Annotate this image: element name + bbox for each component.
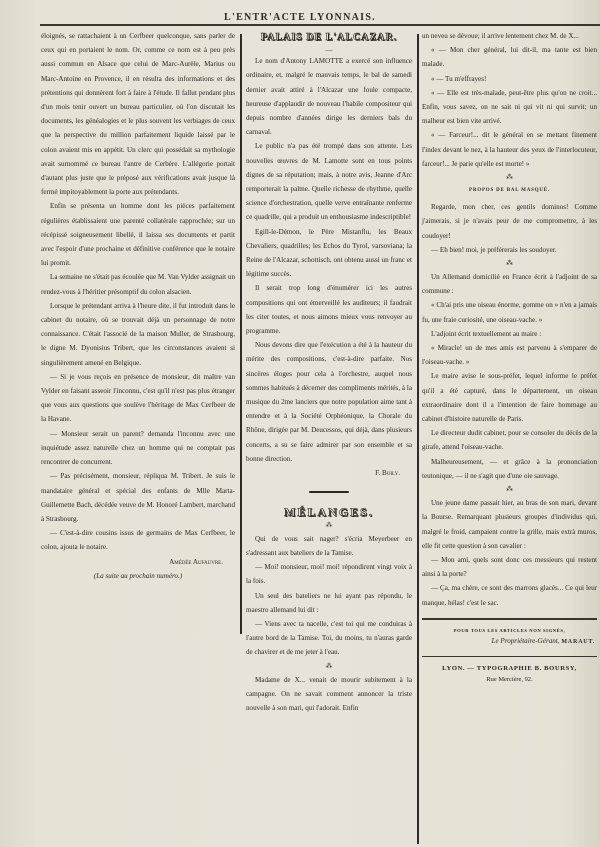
section-heading-melanges: MÉLANGES. — [284, 504, 374, 519]
heading-dash: — — [325, 46, 333, 55]
paragraph: — Monsieur serait un parent? demanda l'inconnu avec une inquiétude assez naturelle chez un homme qui ne comptait pas rencontrer de concurrent. — [41, 429, 235, 467]
paragraph: — Moi! monsieur, moi! moi! répondirent vingt voix à la fois. — [246, 563, 412, 586]
owner-label: Le Propriétaire-Gérant, — [491, 636, 560, 645]
paragraph: Le nom d'Antony LAMOTTE a exercé son influence ordinaire, et, malgré le mauvais temps, le bal de samedi dernier avait attiré à l'Alcazar une foule compacte, heureuse d'applaudir de nouveau l'habile compositeur qui depuis nombre d'années dirige les derniers bals du carnaval. — [246, 57, 412, 137]
paragraph: Lorsque le prétendant arriva à l'heure dite, il fut introduit dans le cabinet du notaire, où se trouvait déjà un personnage de notre connaissance. C'était l'associé de la maison Muller, de Strasbourg, le digne M. Dyonisius Tribert, que les circonstances avaient si singulièrement amené en Belgique. — [41, 301, 235, 367]
paragraph: Qui de vous sait nager? s'écria Meyerbeer en s'adressant aux bateliers de la Tamise. — [246, 534, 412, 557]
footer-rule-2 — [422, 656, 597, 657]
masthead: L'ENTR'ACTE LYONNAIS. — [224, 12, 376, 23]
paragraph: éloignés, se rattachaient à un Cerfbeer quelconque, sans parler de ceux qui en portaient le nom. Or, comme ce nom est à peu près aussi commun en Alsace que celui de Marc-Aurèle, Marius ou Marc-Antoine en Provence, il en résulta des informations et des prétentions qui donnèrent fort à faire à l'étude. Il fallut pendant plus d'un mois tenir ouvert un bureau particulier, où l'on discutait les documents, les généalogies et le plus souvent les verbiages de ceux que la perspective du million parfaitement liquide laissé par le colon avaient mis en appétit. Un clerc qui possédait sa mythologie avait surnommé ce bureau l'antre de Cerbère. L'allégorie portait d'autant plus juste que le préposé aux vérifications avait jusque là fermé impitoyablement la porte aux prétendants. — [41, 32, 235, 197]
paragraph: « — Tu m'effrayes! — [431, 74, 487, 83]
paragraph: — Viens avec ta nacelle, c'est toi qui me conduiras à l'autre bord de la Tamise. Toi, du moins, tu n'auras garde de chavirer et de me jeter à l'eau. — [246, 619, 412, 657]
paragraph: « Miracle! un de mes amis est parvenu à s'emparer de l'oiseau-vache. » — [422, 344, 597, 367]
paragraph: Le public n'a pas été trompé dans son attente. Les nouvelles œuvres de M. Lamotte sont en tous points dignes de sa réputation; mais, à notre avis, Jeanne d'Arc remporterait la palme. Quelle richesse de rhythme, quelle science d'orchestration, quelle verve entraînante renferme ce quadrille, qui a produit un enthousiasme indescriptible! — [246, 142, 412, 222]
section-heading-alcazar: PALAIS DE L'ALCAZAR. — [260, 32, 398, 43]
paragraph: L'adjoint écrit textuellement au maire : — [431, 329, 542, 338]
paragraph: Enfin se présenta un homme dont les pièces parfaitement régulières établissaient une parenté collatérale rapprochée; sur un récépissé soigneusement libellé, il laissa ses documents et partit avec l'espoir d'une prochaine et définitive conférence que le notaire lui promit. — [41, 202, 235, 268]
paragraph: — C'est-à-dire cousins issus de germains de Max Cerfbeer, le colon, ajouta le notaire. — [41, 529, 235, 552]
paragraph: Regarde, mon cher, ces gentils dominos! Comme j'aimerais, si je n'avais peur de me compromettre, à les coudoyer! — [422, 203, 597, 240]
ornament-divider — [246, 484, 412, 498]
masthead-rule — [40, 24, 600, 26]
paragraph: un neveu se dévoue; il arrive lentement chez M. de X... — [422, 32, 579, 40]
footer-notice: POUR TOUS LES ARTICLES NON SIGNÉS, — [453, 627, 566, 633]
column-divider-1 — [240, 34, 242, 634]
paragraph: « — Farceur!... dit le général en se mettant finement l'index devant le nez, à la hauteur des yeux de l'interlocuteur, farceur!... Je parie qu'elle est morte! » — [422, 131, 597, 168]
paragraph: « — Elle est très-malade, peut-être plus qu'on ne croit... Enfin, vous savez, on ne sait ni qui vit ni qui survit; un malheur est bien vite arrivé. — [422, 88, 597, 126]
paragraph: Une jeune dame passait hier, au bras de son mari, devant la Bourse. Remarquant plusieurs groupes d'individus qui, malgré le froid, campaient contre la grille, mais extrà muros, elle fit cette question à son cavalier : — [422, 499, 597, 550]
paragraph: — Pas précisément, monsieur, répliqua M. Tribert. Je suis le mandataire général et spécial des enfants de Mlle Marta-Guillemette Bach, décédée veuve de M. Honoré Lambert, marchand à Strasbourg. — [41, 472, 235, 523]
asterism-icon: ⁂ — [325, 520, 333, 529]
paragraph: Le maire avise le sous-préfet, lequel informe le préfet qu'il a été capturé, dans le département, un oiseau extraordinaire dont il a l'intention de faire hommage au cabinet d'histoire naturelle de Paris. — [422, 372, 597, 424]
author-signature: F. Boily. — [375, 469, 400, 478]
asterism-icon: ⁂ — [506, 173, 513, 182]
column-3-anecdotes — [422, 29, 597, 685]
paragraph: Malheureusement, — et grâce à la prononciation teutonique, — il ne s'agit que d'une oie sauvage. — [422, 457, 597, 480]
paragraph: Egill-le-Démon, le Père Mistanflu, les Beaux Chevaliers, quadrilles; les Echos du Tyrol, varsoviana; la Reine de l'Alcazar, schottisch, ont obtenu aussi un franc et légitime succès. — [246, 227, 412, 279]
asterism-icon: ⁂ — [325, 661, 333, 670]
asterism-icon: ⁂ — [506, 259, 513, 268]
footer-rule — [422, 618, 597, 620]
footer-owner — [422, 635, 597, 648]
paragraph: Le directeur dudit cabinet, pour se consoler du décès de la girafe, attend l'oiseau-vache. — [422, 429, 597, 452]
paragraph: Il serait trop long d'énumérer ici les autres compositions qui ont émerveillé les auditeurs; il faudrait les citer toutes, et nous aimons mieux vous renvoyer au programme. — [246, 284, 412, 336]
paragraph: La semaine ne s'était pas écoulée que M. Van Vylder assignait un rendez-vous à l'héritier présomptif du colon alsacien. — [41, 273, 235, 296]
continued-note: (La suite au prochain numéro.) — [93, 571, 183, 580]
column-1-feuilleton — [41, 29, 235, 583]
paragraph: « — Mon cher général, lui dit-il, ma tante est bien malade. — [422, 46, 597, 69]
owner-name: MARAUT. — [561, 638, 595, 645]
paragraph: — Mon ami, quels sont donc ces messieurs qui restent ainsi à la porte? — [422, 555, 597, 579]
paragraph: — Ça, ma chère, ce sont des marrons glacés... Ce qui leur manque, hélas! c'est le sac. — [422, 584, 597, 607]
printer-line: LYON. — TYPOGRAPHIE B. BOURSY, — [442, 664, 577, 672]
paragraph: — Eh bien! moi, je préférerais les soudoyer. — [431, 245, 557, 254]
column-2-alcazar — [246, 29, 412, 715]
paragraph: — Si je vous reçois en présence de monsieur, dit maître van Vylder en faisant asseoir l'inconnu, c'est qu'il n'est pas plus étranger que vous aux questions que soulève l'héritage de Max Cerfbeer de la Havane. — [41, 372, 235, 424]
author-signature: Amédée Aufauvre. — [169, 557, 223, 566]
paragraph: Madame de X... venait de mourir subitement à la campagne. On ne savait comment annoncer la triste nouvelle à son mari, qui l'adorait. Enfin — [246, 675, 412, 712]
subheading-propos: PROPOS DE BAL MASQUÉ. — [469, 188, 550, 194]
printer-address: Rue Mercière, 92. — [486, 675, 533, 683]
column-divider-2 — [417, 34, 419, 844]
paragraph: Nous devons dire que l'exécution a été à la hauteur du mérite des compositions, c'est-à-dire parfaite. Nos sincères éloges pour cela à l'orchestre, auquel nous sommes habitués à décerner des compliments mérités, à la musique du 2me lanciers que notre population aime tant à entendre et à la Société Orphéonique, la Chorale du Rhône, dirigée par M. Deucessos, qui déjà, dans plusieurs concerts, a su se faire admirer par son ensemble et sa bonne direction. — [246, 341, 412, 463]
paragraph: Un Allemand domicilié en France écrit à l'adjoint de sa commune : — [422, 273, 597, 296]
paragraph: « Ch'ai pris une oiseau énorme, gomme on » n'en a jamais fu, une fraie curiosité, une oiseau-vache. » — [422, 301, 597, 324]
asterism-icon: ⁂ — [506, 485, 513, 494]
paragraph: Un seul des bateliers ne lui ayant pas répondu, le maestro allemand lui dit : — [246, 591, 412, 614]
